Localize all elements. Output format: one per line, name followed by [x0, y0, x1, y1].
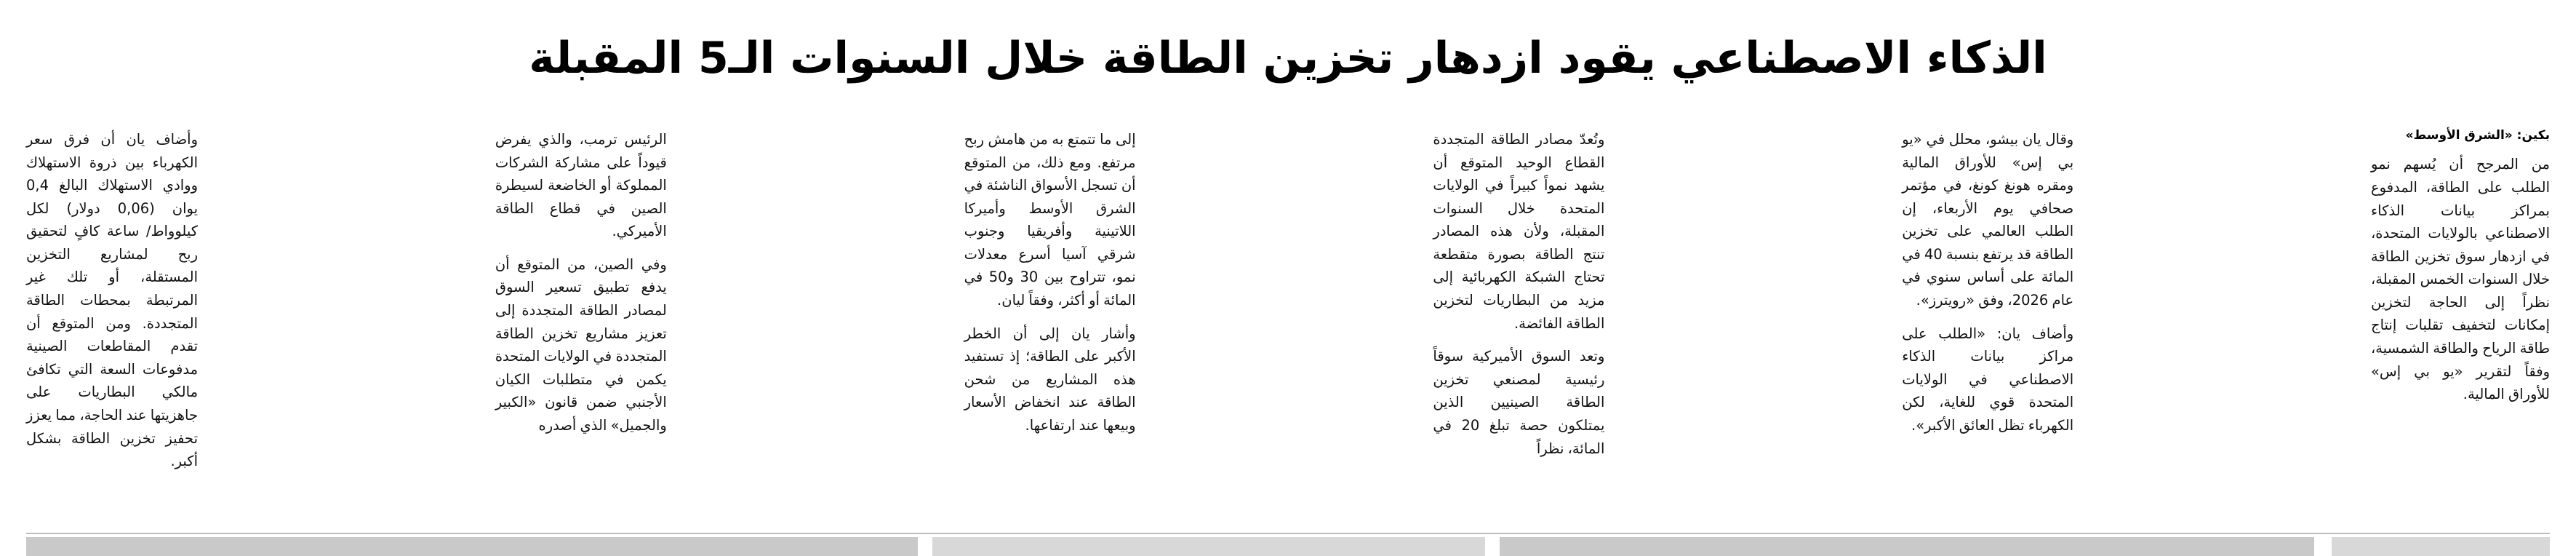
paragraph: وأضاف يان: «الطلب على مراكز بيانات الذكاء الاصطناعي في الولايات المتحدة قوي للغاية، لكن الكهرباء تظل العائق الأكبر».	[1902, 325, 2074, 434]
strip-block	[932, 537, 1485, 556]
article-column-2	[1902, 128, 2073, 437]
paragraph: وأشار يان إلى أن الخطر الأكبر على الطاقة؛ إذ تستفيد هذه المشاريع من شحن الطاقة عند انخفاض الأسعار وبيعها عند ارتفاعها.	[964, 325, 1136, 434]
byline: بكين: «الشرق الأوسط»	[2405, 128, 2550, 143]
paragraph: وفي الصين، من المتوقع أن يدفع تطبيق تسعير السوق لمصادر الطاقة المتجددة إلى تعزيز مشاريع تخزين الطاقة المتجددة في الولايات المتحدة يكمن في متطلبات الكيان الأجنبي ضمن قانون «الكبير والجميل» الذي أصدره	[495, 255, 667, 434]
article-column-5	[495, 128, 667, 437]
strip-block	[26, 537, 918, 556]
paragraph: وتعد السوق الأميركية سوقاً رئيسية لمصنعي تخزين الطاقة الصينيين الذين يمتلكون حصة تبلغ 20 في المائة، نظراً	[1433, 348, 1605, 457]
article-column-3	[1433, 128, 1604, 460]
headline-container	[0, 4, 2576, 113]
page-title: الذكاء الاصطناعي يقود ازدهار تخزين الطاقة خلال السنوات الـ5 المقبلة	[529, 33, 2047, 84]
article-column-4	[964, 128, 1136, 437]
paragraph: وقال يان بيشو، محلل في «يو بي إس» للأوراق المالية ومقره هونغ كونغ، في مؤتمر صحافي يوم الأربعاء، إن الطلب العالمي على تخزين الطاقة قد يرتفع بنسبة 40 في المائة على أساس سنوي في عام 2026، وفق «رويترز».	[1902, 131, 2074, 309]
strip-block	[2332, 537, 2550, 556]
paragraph: وتُعدّ مصادر الطاقة المتجددة القطاع الوحيد المتوقع أن يشهد نمواً كبيراً في الولايات المتحدة خلال السنوات المقبلة، ولأن هذه المصادر تنتج الطاقة بصورة متقطعة تحتاج الشبكة الكهربائية إلى مزيد من البطاريات لتخزين الطاقة الفائضة.	[1433, 131, 1605, 332]
article-columns	[26, 128, 2550, 485]
paragraph: الرئيس ترمب، والذي يفرض قيوداً على مشاركة الشركات المملوكة أو الخاضعة لسيطرة الصين في قطاع الطاقة الأميركي.	[495, 131, 667, 240]
article-column-1	[2371, 128, 2550, 406]
divider-rule	[26, 533, 2550, 534]
paragraph: وأضاف يان أن فرق سعر الكهرباء بين ذروة الاستهلاك ووادي الاستهلاك البالغ 0,4 يوان (0,06 دولار) لكل كيلوواط/ ساعة كافٍ لتحقيق ربح لمشاريع التخزين المستقلة، أو تلك غير المرتبطة بمحطات الطاقة المتجددة. ومن المتوقع أن تقدم المقاطعات الصينية مدفوعات السعة التي تكافئ مالكي البطاريات على جاهزيتها عند الحاجة، مما يعزز تحفيز تخزين الطاقة بشكل أكبر.	[26, 131, 199, 470]
paragraph: من المرجح أن يُسهم نمو الطلب على الطاقة، المدفوع بمراكز بيانات الذكاء الاصطناعي بالولايات المتحدة، في ازدهار سوق تخزين الطاقة خلال السنوات الخمس المقبلة، نظراً إلى الحاجة لتخزين إمكانات لتخفيف تقلبات إنتاج طاقة الرياح والطاقة الشمسية، وفقاً لتقرير «يو بي إس» للأوراق المالية.	[2371, 156, 2550, 403]
paragraph: إلى ما تتمتع به من هامش ربح مرتفع. ومع ذلك، من المتوقع أن تسجل الأسواق الناشئة في الشرق الأوسط وأميركا اللاتينية وأفريقيا وجنوب شرقي آسيا أسرع معدلات نمو، تتراوح بين 30 و50 في المائة أو أكثر، وفقاً ليان.	[964, 131, 1136, 309]
next-article-strip	[0, 521, 2576, 556]
article-column-6	[26, 128, 198, 473]
strip-block	[1500, 537, 2314, 556]
